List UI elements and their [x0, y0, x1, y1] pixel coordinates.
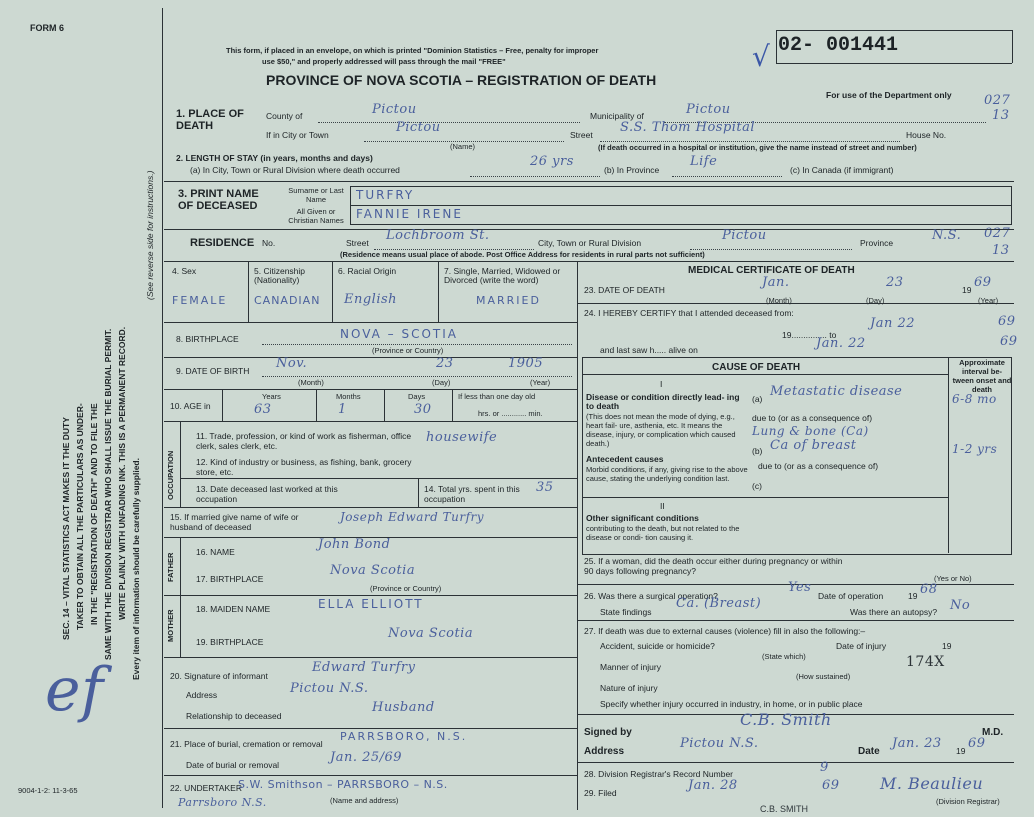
- county-label: County of: [266, 111, 303, 121]
- cause-b-interval: 1-2 yrs: [952, 442, 998, 456]
- given-names-value: FANNIE IRENE: [356, 207, 463, 221]
- father-name-value: John Bond: [318, 537, 391, 552]
- q29-label: 29. Filed: [584, 788, 617, 798]
- findings-value: Ca. (Breast): [676, 596, 762, 611]
- dept-code-4: 13: [992, 243, 1010, 258]
- age-days-value: 30: [414, 402, 432, 417]
- father-birthplace-caption: (Province or Country): [370, 584, 442, 593]
- cause-b-value: Ca of breast: [770, 438, 857, 453]
- injury-19: 19: [942, 641, 952, 651]
- occupation-side-label: OCCUPATION: [166, 450, 175, 500]
- state-which-caption: (State which): [762, 652, 806, 661]
- citizenship-value: CANADIAN: [254, 294, 321, 307]
- residence-note: (Residence means usual place of abode. Post Office Address for residents in rural parts not sufficient): [340, 250, 705, 259]
- signed-by-label: Signed by: [584, 727, 632, 738]
- age-years-label: Years: [262, 392, 281, 401]
- attend-to-label: 19............... to: [782, 330, 837, 340]
- last-seen-value: Jan. 22: [816, 336, 866, 351]
- dob-day-value: 23: [436, 356, 454, 371]
- death-year-caption: (Year): [978, 296, 999, 305]
- street-label: Street: [570, 130, 593, 140]
- margin-text-2: TAKER TO OBTAIN ALL THE PARTICULARS AS UNDER-: [75, 403, 85, 630]
- total-years-value: 35: [536, 480, 554, 495]
- md-date-value: Jan. 23: [892, 736, 942, 751]
- spouse-value: Joseph Edward Turfry: [340, 510, 485, 524]
- margin-text-5: WRITE PLAINLY WITH UNFADING INK. THIS IS A PERMANENT RECORD.: [117, 326, 127, 620]
- margin-text-7: (See reverse side for instructions.): [145, 170, 155, 300]
- res-street-label: Street: [346, 238, 369, 248]
- print-name-label: 3. PRINT NAME OF DECEASED: [178, 188, 259, 212]
- surname-label: Surname or Last Name: [288, 186, 344, 204]
- res-province-value: N.S.: [932, 228, 962, 243]
- age-months-value: 1: [338, 402, 347, 417]
- other-conditions-note: contributing to the death, but not related to the disease or condi- tion causing it.: [586, 524, 740, 542]
- sex-label: 4. Sex: [172, 266, 197, 276]
- age-months-label: Months: [336, 392, 361, 401]
- cause-a-interval: 6-8 mo: [952, 392, 997, 406]
- margin-text-4: SAME WITH THE DIVISION REGISTRAR WHO SHALL ISSUE THE BURIAL PERMIT.: [103, 328, 113, 660]
- informant-label: 20. Signature of informant: [170, 671, 268, 681]
- md-address-label: Address: [584, 746, 625, 757]
- yes-no-caption: (Yes or No): [934, 574, 972, 583]
- death-month-caption: (Month): [766, 296, 792, 305]
- date-of-operation-label: Date of operation: [818, 591, 884, 601]
- burial-place-value: PARRSBORO, N.S.: [340, 730, 468, 743]
- sex-value: FEMALE: [172, 294, 228, 307]
- roman-two: II: [660, 501, 665, 511]
- margin-text-3: IN THE "REGISTRATION OF DEATH" AND TO FILE THE: [89, 403, 99, 625]
- last-worked-label: 13. Date deceased last worked at this occupation: [196, 484, 338, 504]
- birthplace-label: 8. BIRTHPLACE: [176, 334, 239, 344]
- relationship-label: Relationship to deceased: [186, 711, 282, 721]
- operation-value: Yes: [788, 580, 812, 595]
- dept-code-1: 027: [984, 93, 1011, 108]
- res-city-label: City, Town or Rural Division: [538, 238, 642, 248]
- due-to-label-1: due to (or as a consequence of): [752, 413, 873, 423]
- dob-year-caption: (Year): [530, 378, 551, 387]
- injury-code: 174X: [906, 654, 945, 670]
- smith-stamp: C.B. SMITH: [760, 804, 809, 814]
- stay-canada-label: (c) In Canada (if immigrant): [790, 165, 894, 175]
- notice-line-1: This form, if placed in an envelope, on which is printed "Dominion Statistics – Free, penalty for improper: [226, 46, 599, 55]
- father-side-label: FATHER: [166, 552, 175, 582]
- death-day-caption: (Day): [866, 296, 885, 305]
- undertaker-caption: (Name and address): [330, 796, 399, 805]
- maiden-name-value: ELLA ELLIOTT: [318, 597, 424, 611]
- registrar-signature: M. Beaulieu: [880, 774, 984, 793]
- length-of-stay-label: 2. LENGTH OF STAY (in years, months and days): [176, 153, 373, 163]
- age-label: 10. AGE in: [170, 401, 211, 411]
- op-19: 19: [908, 591, 918, 601]
- q25-label: 25. If a woman, did the death occur either during pregnancy or within 90 days following pregnancy?: [584, 556, 843, 576]
- filed-value: Jan. 28: [688, 778, 738, 793]
- cause-b-label: (b): [752, 446, 763, 456]
- md-label: M.D.: [982, 727, 1004, 738]
- how-sustained-caption: (How sustained): [796, 672, 851, 681]
- father-name-label: 16. NAME: [196, 547, 235, 557]
- other-conditions-label: Other significant conditions: [586, 513, 699, 523]
- antecedent-label: Antecedent causes: [586, 454, 664, 464]
- record-number-value: 9: [820, 760, 829, 775]
- burial-place-label: 21. Place of burial, cremation or removal: [170, 739, 323, 749]
- q28-label: 28. Division Registrar's Record Number: [584, 769, 734, 779]
- md-address-value: Pictou N.S.: [680, 736, 759, 751]
- racial-origin-value: English: [344, 292, 398, 307]
- house-no-label: House No.: [906, 130, 947, 140]
- death-year-value: 69: [974, 275, 992, 290]
- mother-birthplace-value: Nova Scotia: [388, 626, 474, 641]
- margin-text-1: SEC. 14 – VITAL STATISTICS ACT MAKES IT THE DUTY: [61, 417, 71, 640]
- div-registrar-caption: (Division Registrar): [936, 797, 1000, 806]
- md-year-value: 69: [968, 736, 986, 751]
- given-names-label: All Given or Christian Names: [288, 207, 344, 225]
- nature-label: Nature of injury: [600, 683, 658, 693]
- attend-from-value: Jan 22: [870, 316, 916, 331]
- name-caption: (Name): [450, 142, 476, 151]
- dob-month-caption: (Month): [298, 378, 324, 387]
- res-street-value: Lochbroom St.: [386, 228, 490, 243]
- last-saw-label: and last saw h..... alive on: [600, 345, 698, 355]
- autopsy-label: Was there an autopsy?: [850, 607, 938, 617]
- interval-label: Approximate interval be- tween onset and death: [952, 358, 1012, 394]
- industry-label: 12. Kind of industry or business, as fishing, bank, grocery store, etc.: [196, 457, 412, 477]
- maiden-name-label: 18. MAIDEN NAME: [196, 604, 271, 614]
- age-days-label: Days: [408, 392, 426, 401]
- total-years-label: 14. Total yrs. spent in this occupation: [424, 484, 520, 504]
- burial-date-label: Date of burial or removal: [186, 760, 280, 770]
- birthplace-caption: (Province or Country): [372, 346, 444, 355]
- dob-label: 9. DATE OF BIRTH: [176, 366, 250, 376]
- city-label: If in City or Town: [266, 130, 329, 140]
- dept-code-3: 027: [984, 226, 1011, 241]
- father-birthplace-value: Nova Scotia: [330, 563, 416, 578]
- informant-value: Edward Turfry: [312, 660, 416, 675]
- res-city-value: Pictou: [722, 228, 767, 243]
- death-month-value: Jan.: [762, 275, 790, 290]
- marital-label: 7. Single, Married, Widowed or Divorced (write the word): [444, 266, 561, 285]
- marital-value: MARRIED: [476, 294, 541, 307]
- age-years-value: 63: [254, 402, 272, 417]
- manner-label: Manner of injury: [600, 662, 661, 672]
- dob-month-value: Nov.: [276, 356, 308, 371]
- q26-label: 26. Was there a surgical operation?: [584, 591, 718, 601]
- date-of-injury-label: Date of injury: [836, 641, 887, 651]
- spouse-label: 15. If married give name of wife or husband of deceased: [170, 512, 299, 532]
- dept-code-2: 13: [992, 108, 1010, 123]
- due-to-label-2: due to (or as a consequence of): [758, 461, 879, 471]
- municipality-label: Municipality of: [590, 111, 644, 121]
- birthplace-value: NOVA – SCOTIA: [340, 327, 459, 341]
- dob-year-value: 1905: [508, 356, 544, 371]
- surname-value: TURFRY: [356, 188, 415, 202]
- last-seen-year: 69: [1000, 334, 1018, 349]
- op-year-value: 68: [920, 582, 938, 597]
- autopsy-value: No: [950, 598, 971, 613]
- registration-number: 02- 001441: [778, 34, 899, 57]
- date-of-death-label: 23. DATE OF DEATH: [584, 285, 665, 295]
- residence-label: RESIDENCE: [190, 237, 255, 249]
- q27-label: 27. If death was due to external causes (violence) fill in also the following:–: [584, 626, 866, 636]
- stay-city-label: (a) In City, Town or Rural Division where death occurred: [190, 165, 400, 175]
- initial-mark: ef: [45, 655, 104, 725]
- relationship-value: Husband: [372, 700, 435, 715]
- dob-day-caption: (Day): [432, 378, 451, 387]
- disease-note: (This does not mean the mode of dying, e.g., heart fail- ure, asthenia, etc. It means the disease, injury, or complication which caused death.): [586, 412, 736, 448]
- cause-a-value: Metastatic disease: [770, 384, 903, 399]
- citizenship-label: 5. Citizenship (Nationality): [254, 266, 306, 285]
- cause-c-label: (c): [752, 481, 762, 491]
- death-19: 19: [962, 285, 972, 295]
- antecedent-note: Morbid conditions, if any, giving rise to the above cause, stating the underlying condition last.: [586, 465, 748, 483]
- form-id: FORM 6: [30, 23, 65, 33]
- cause-a-label: (a): [752, 394, 763, 404]
- county-value: Pictou: [372, 102, 417, 117]
- md-19: 19: [956, 746, 966, 756]
- undertaker-value: S.W. Smithson – PARRSBORO – N.S.: [238, 778, 448, 791]
- disease-directly-label: Disease or condition directly lead- ing to death: [586, 392, 740, 411]
- mother-birthplace-label: 19. BIRTHPLACE: [196, 637, 264, 647]
- accident-label: Accident, suicide or homicide?: [600, 641, 715, 651]
- res-province-label: Province: [860, 238, 894, 248]
- undertaker-extra: Parrsboro N.S.: [178, 796, 267, 809]
- street-value: S.S. Thom Hospital: [620, 120, 756, 135]
- cause-of-death-title: CAUSE OF DEATH: [712, 362, 801, 373]
- trade-label: 11. Trade, profession, or kind of work as fisherman, office clerk, sales clerk, etc.: [196, 431, 412, 451]
- signed-by-value: C.B. Smith: [740, 710, 832, 729]
- burial-date-value: Jan. 25/69: [330, 750, 403, 765]
- form-code: 9004-1-2: 11-3-65: [18, 786, 78, 795]
- state-findings-label: State findings: [600, 607, 652, 617]
- check-mark: √: [752, 40, 770, 73]
- form-title: PROVINCE OF NOVA SCOTIA – REGISTRATION OF DEATH: [266, 72, 657, 88]
- certify-label: 24. I HEREBY CERTIFY that I attended deceased from:: [584, 308, 794, 318]
- death-day-value: 23: [886, 275, 904, 290]
- whether-industry-label: Specify whether injury occurred in industry, in home, or in public place: [600, 699, 863, 709]
- cause-a-note: Lung & bone (Ca): [752, 424, 869, 438]
- hospital-note: (If death occurred in a hospital or institution, give the name instead of street and number): [598, 143, 917, 152]
- trade-value: housewife: [426, 430, 498, 445]
- undertaker-label: 22. UNDERTAKER: [170, 783, 242, 793]
- less-than-day-label: If less than one day old: [458, 392, 536, 401]
- md-date-label: Date: [858, 746, 880, 757]
- stay-city-value: 26 yrs: [530, 154, 574, 169]
- stay-province-value: Life: [690, 154, 718, 169]
- filed-year-value: 69: [822, 778, 840, 793]
- margin-text-6: Every item of information should be carefully supplied.: [131, 458, 141, 680]
- place-of-death-label: 1. PLACE OF DEATH: [176, 108, 244, 132]
- racial-origin-label: 6. Racial Origin: [338, 266, 397, 276]
- hrs-min-label: hrs. or ............ min.: [478, 409, 543, 418]
- father-birthplace-label: 17. BIRTHPLACE: [196, 574, 264, 584]
- mother-side-label: MOTHER: [166, 609, 175, 642]
- roman-one: I: [660, 379, 663, 389]
- informant-address-value: Pictou N.S.: [290, 681, 369, 696]
- stay-province-label: (b) In Province: [604, 165, 660, 175]
- attend-from-year: 69: [998, 314, 1016, 329]
- informant-address-label: Address: [186, 690, 218, 700]
- dept-use-label: For use of the Department only: [826, 90, 952, 100]
- notice-line-2: use $50," and properly addressed will pass through the mail "FREE": [262, 57, 506, 66]
- medical-cert-title: MEDICAL CERTIFICATE OF DEATH: [688, 265, 855, 276]
- res-no-label: No.: [262, 238, 276, 248]
- municipality-value: Pictou: [686, 102, 731, 117]
- city-value: Pictou: [396, 120, 441, 135]
